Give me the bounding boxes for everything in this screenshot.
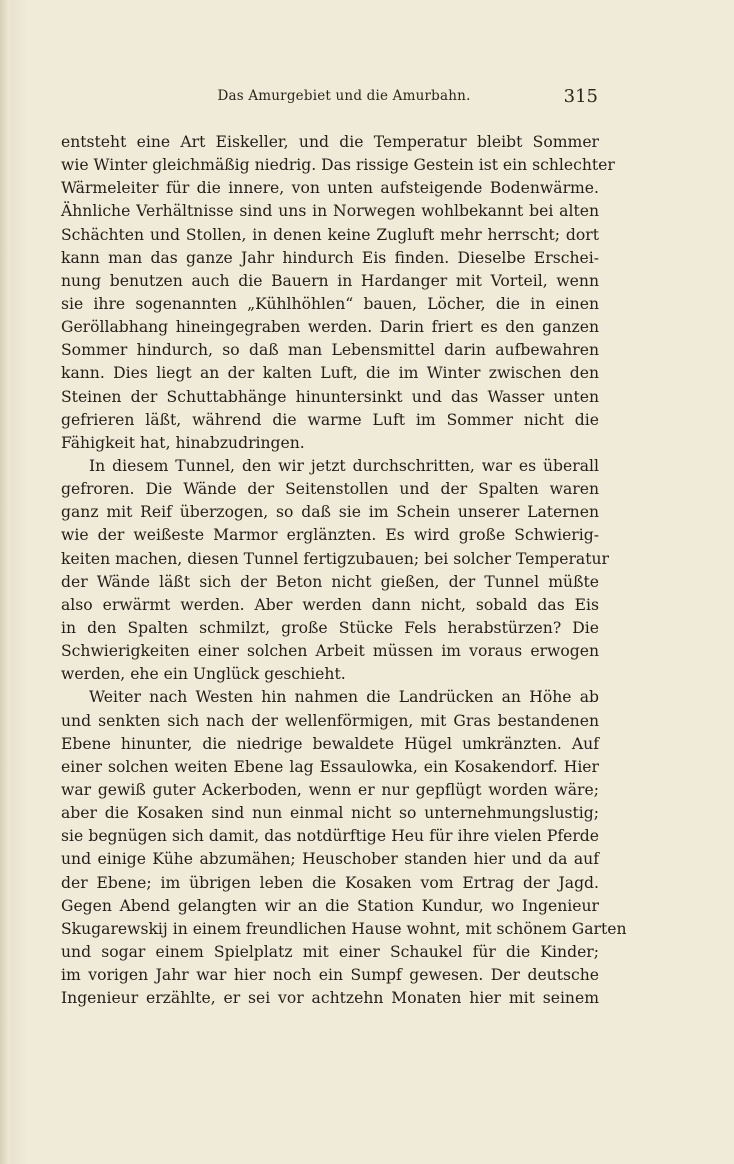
- text-line: im vorigen Jahr war hier noch ein Sumpf gewesen. Der deutsche: [61, 966, 599, 985]
- text-line: Sommer hindurch, so daß man Lebensmittel darin aufbewahren: [61, 341, 599, 360]
- text-line: Ebene hinunter, die niedrige bewaldete Hügel umkränzten. Auf: [61, 734, 599, 753]
- text-line: sie ihre sogenannten „Kühlhöhlen“ bauen, Löcher, die in einen: [61, 294, 599, 313]
- text-line: entsteht eine Art Eiskeller, und die Temperatur bleibt Sommer: [61, 133, 599, 151]
- text-line: Geröllabhang hineingegraben werden. Darin friert es den ganzen: [61, 318, 599, 337]
- text-line: Steinen der Schuttabhänge hinuntersinkt und das Wasser unten: [61, 387, 599, 406]
- text-line: werden, ehe ein Unglück geschieht.: [61, 665, 346, 684]
- text-line: wie der weißeste Marmor erglänzten. Es wird große Schwierig-: [61, 526, 599, 545]
- body-text: [61, 131, 627, 1010]
- running-head: [90, 88, 598, 112]
- text-line: gefrieren läßt, während die warme Luft im Sommer nicht die: [61, 410, 599, 429]
- text-line: Schwierigkeiten einer solchen Arbeit müssen im voraus erwogen: [61, 642, 599, 661]
- text-line: wie Winter gleichmäßig niedrig. Das rissige Gestein ist ein schlechter: [61, 156, 615, 175]
- text-line: der Ebene; im übrigen leben die Kosaken vom Ertrag der Jagd.: [61, 873, 599, 892]
- text-line: und sogar einem Spielplatz mit einer Schaukel für die Kinder;: [61, 942, 599, 961]
- text-line: kann man das ganze Jahr hindurch Eis finden. Dieselbe Erschei-: [61, 248, 599, 267]
- text-line: Ähnliche Verhältnisse sind uns in Norwegen wohlbekannt bei alten: [61, 202, 599, 221]
- text-line: keiten machen, diesen Tunnel fertigzubauen; bei solcher Temperatur: [61, 549, 609, 568]
- text-line: sie begnügen sich damit, das notdürftige Heu für ihre vielen Pferde: [61, 827, 599, 846]
- text-line: in den Spalten schmilzt, große Stücke Fels herabstürzen? Die: [61, 618, 599, 637]
- running-title: Das Amurgebiet und die Amurbahn.: [217, 88, 471, 104]
- text-line: war gewiß guter Ackerboden, wenn er nur gepflügt worden wäre;: [61, 780, 599, 799]
- text-line: und senkten sich nach der wellenförmigen, mit Gras bestandenen: [61, 711, 599, 730]
- text-line: nung benutzen auch die Bauern in Hardanger mit Vorteil, wenn: [61, 271, 599, 290]
- page-gutter-shadow: [0, 0, 10, 1164]
- text-line: kann. Dies liegt an der kalten Luft, die im Winter zwischen den: [61, 364, 599, 383]
- text-line: Schächten und Stollen, in denen keine Zugluft mehr herrscht; dort: [61, 225, 599, 244]
- text-line: In diesem Tunnel, den wir jetzt durchschritten, war es überall: [89, 456, 599, 475]
- text-line: gefroren. Die Wände der Seitenstollen und der Spalten waren: [61, 480, 599, 499]
- text-line: Gegen Abend gelangten wir an die Station Kundur, wo Ingenieur: [61, 896, 599, 915]
- text-line: also erwärmt werden. Aber werden dann nicht, sobald das Eis: [61, 595, 599, 614]
- text-line: aber die Kosaken sind nun einmal nicht so unternehmungslustig;: [61, 804, 599, 823]
- text-line: Ingenieur erzählte, er sei vor achtzehn Monaten hier mit seinem: [61, 989, 599, 1008]
- text-line: Skugarewskij in einem freundlichen Hause wohnt, mit schönem Garten: [61, 919, 627, 938]
- text-line: der Wände läßt sich der Beton nicht gießen, der Tunnel müßte: [61, 572, 599, 591]
- text-line: und einige Kühe abzumähen; Heuschober standen hier und da auf: [61, 850, 599, 869]
- text-line: einer solchen weiten Ebene lag Essaulowka, ein Kosakendorf. Hier: [61, 757, 599, 776]
- text-line: Fähigkeit hat, hinabzudringen.: [61, 433, 305, 452]
- page-number: 315: [563, 86, 598, 107]
- text-line: Wärmeleiter für die innere, von unten aufsteigende Bodenwärme.: [61, 179, 599, 198]
- text-line: ganz mit Reif überzogen, so daß sie im Schein unserer Laternen: [61, 503, 599, 522]
- text-line: Weiter nach Westen hin nahmen die Landrücken an Höhe ab: [89, 688, 599, 707]
